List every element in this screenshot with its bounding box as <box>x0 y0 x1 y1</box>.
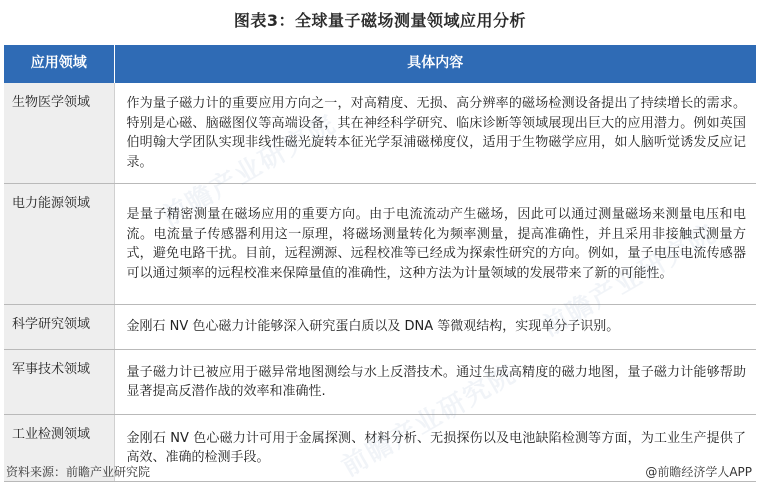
content-cell: 作为量子磁力计的重要应用方向之一，对高精度、无损、高分辨率的磁场检测设备提出了持续增长的需求。特别是心磁、脑磁图仪等高端设备，其在神经科学研究、临床诊断等领域展现出巨大的应用潜力。例如英国伯明翰大学团队实现非线性磁光旋转本征光学泵浦磁梯度仪，适用于生物磁学应用，如人脑听觉诱发反应记录。 <box>114 83 756 184</box>
domain-cell: 工业检测领域 <box>4 415 114 482</box>
app-credit: @前瞻经济学人APP <box>645 465 752 479</box>
application-table <box>4 45 756 482</box>
page-title: 图表3：全球量子磁场测量领域应用分析 <box>233 11 527 30</box>
content-cell: 金刚石 NV 色心磁力计能够深入研究蛋白质以及 DNA 等微观结构，实现单分子识别。 <box>114 305 756 350</box>
table-row <box>4 184 756 305</box>
content-cell: 是量子精密测量在磁场应用的重要方向。由于电流流动产生磁场，因此可以通过测量磁场来测量电压和电流。电流量子传感器利用这一原理，将磁场测量转化为频率测量，提高准确性，并且采用非接触式测量方式，避免电路干扰。目前，远程溯源、远程校准等已经成为探索性研究的方向。例如，量子电压电流传感器可以通过频率的远程校准来保障量值的准确性，这种方法为计量领域的发展带来了新的可能性。 <box>114 184 756 305</box>
content-cell: 量子磁力计已被应用于磁异常地图测绘与水上反潜技术。通过生成高精度的磁力地图，量子磁力计能够帮助显著提高反潜作战的效率和准确性. <box>114 350 756 415</box>
domain-cell: 电力能源领域 <box>4 184 114 305</box>
table-row <box>4 305 756 350</box>
domain-cell: 生物医学领域 <box>4 83 114 184</box>
column-header-content: 具体内容 <box>114 45 756 83</box>
domain-cell: 军事技术领域 <box>4 350 114 415</box>
content-cell: 金刚石 NV 色心磁力计可用于金属探测、材料分析、无损探伤以及电池缺陷检测等方面，为工业生产提供了高效、准确的检测手段。 <box>114 415 756 482</box>
table-row <box>4 83 756 184</box>
column-header-domain: 应用领域 <box>4 45 114 83</box>
table-row <box>4 350 756 415</box>
table-header-row <box>4 45 756 83</box>
domain-cell: 科学研究领域 <box>4 305 114 350</box>
source-note: 资料来源：前瞻产业研究院 <box>6 465 151 479</box>
